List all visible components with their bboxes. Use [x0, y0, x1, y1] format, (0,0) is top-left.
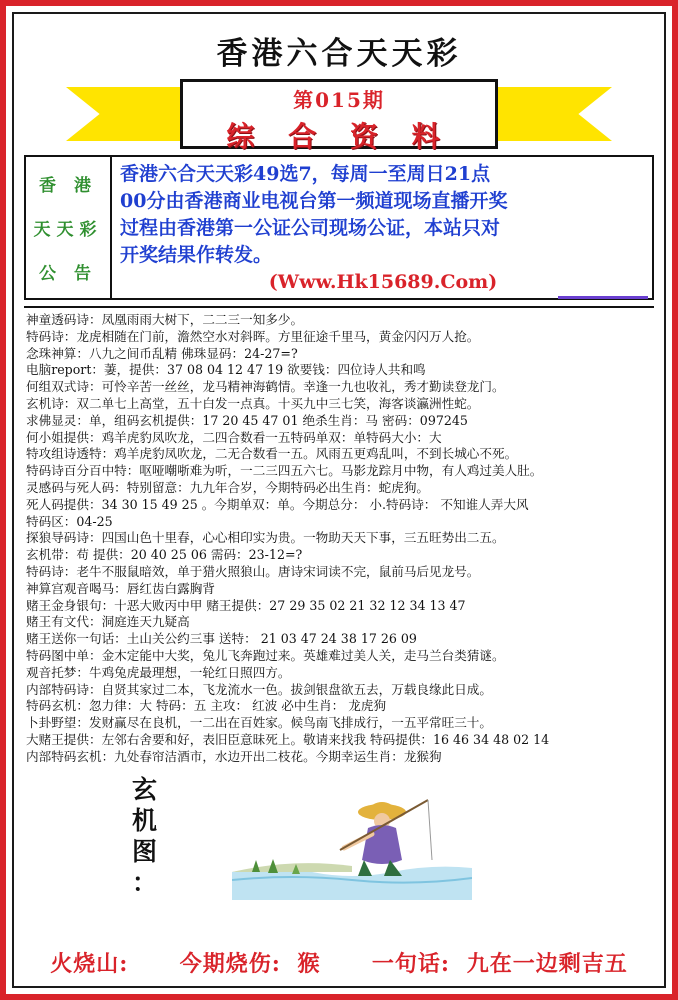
body-line: 内部特码玄机：九处春帘洁酒市，水边开出二枝花。今期幸运生肖：龙猴狗	[26, 748, 442, 764]
notice-text-line-1: 香港六合天天彩49选7，每周一至周日21点	[120, 163, 491, 185]
picture-area	[14, 772, 664, 904]
body-line: 特码区：04-25	[26, 513, 113, 529]
section-divider	[24, 306, 654, 308]
body-line: 玄机诗：双二单七上高堂，五十白发一点真。十买九中三七笑，海客谈瀛洲性蛇。	[26, 395, 480, 411]
body-line: 特码诗：龙虎相随在门前，澹然空水对斜晖。方里征途千里马，黄金闪闪万人抢。	[26, 328, 480, 344]
body-line: 大赌王提供：左邻右舍要和好，表旧臣意昧死上。敬请来找我 特码提供：16 46 34 48 02 14	[26, 731, 550, 747]
body-line: 神算宫观音喝马：唇红齿白露胸背	[26, 580, 215, 596]
body-line: 何小姐提供：鸡羊虎豹凤吹龙，二四合数看一五特码单双：单特码大小：大	[26, 429, 442, 445]
body-line: 灵感码与死人码：特别留意：九九年合岁，今期特码必出生肖：蛇虎狗。	[26, 479, 429, 495]
banner-heading: 综 合 资 料	[226, 120, 452, 153]
xuanji-char-3: 图	[132, 836, 160, 866]
ribbon-left-decoration	[66, 87, 186, 141]
body-line: 神童透码诗：凤凰雨雨大树下，二二三一知多少。	[26, 312, 304, 327]
body-line: 电脑report：萋，提供：37 08 04 12 47 19 欲要钱：四位诗人共和鸣	[26, 362, 426, 378]
notice-text-line-3: 过程由香港第一公证公司现场公证，本站只对	[120, 217, 501, 239]
banner	[14, 79, 664, 153]
footer-item3-value: 九在一边剩吉五	[466, 951, 628, 977]
body-line: 观音托梦：牛鸡兔虎最理想，一轮红日照四方。	[26, 664, 291, 680]
body-line: 特攻组诗透特：鸡羊虎豹凤吹龙，二无合数看一五。风雨五更鸡乱叫，不到长城心不死。	[26, 446, 518, 462]
xuanji-char-2: 机	[132, 805, 160, 835]
footer-item2-label: 今期烧伤:	[179, 951, 281, 977]
body-line: 念珠神算：八九之间币乱精 佛珠显码：24-27=?	[26, 345, 298, 361]
banner-box	[180, 79, 498, 153]
body-line: 赌王有文代：洞庭连天九疑高	[26, 614, 190, 630]
body-line: 特码诗：老牛不服鼠暗效，单于猎火照狼山。唐诗宋词读不完，鼠前马后见龙号。	[26, 563, 480, 579]
body-line: 玄机带：苟 提供：20 40 25 06 需码：23-12=?	[26, 547, 303, 563]
ribbon-right-decoration	[492, 87, 612, 141]
issue-number: 第015期	[293, 88, 385, 112]
fisherman-illustration	[232, 776, 472, 900]
notice-text-line-2: 00分由香港商业电视台第一频道现场直播开奖	[120, 190, 508, 212]
body-line: 求佛显灵：单，组码玄机提供：17 20 45 47 01 绝杀生肖：马 密码：097245	[26, 412, 468, 428]
body-line: 特码诗百分百中特：呕哑嘲哳难为听，一二三四五六七。马影龙踪月中物，有人鸡过美人肚。	[26, 463, 543, 479]
notice-label-line-1: 香 港	[39, 175, 97, 196]
body-line: 赌王金身银句：十恶大败丙中甲 赌王提供：27 29 35 02 21 32 12 34 13 47	[26, 597, 466, 613]
notice-box	[24, 155, 654, 300]
xuanji-char-4: ：	[132, 867, 160, 897]
notice-label-column	[26, 157, 112, 298]
body-line: 特码图中单：金木定能中大奖，兔儿飞奔跑过来。英雄难过美人关，走马兰台类猜谜。	[26, 647, 505, 663]
body-line: 赌王送你一句话：土山关公约三事 送特： 21 03 47 24 38 17 26 09	[26, 631, 417, 647]
footer-item1-label: 火烧山:	[50, 951, 129, 977]
footer-item3-label: 一句话:	[371, 951, 451, 977]
notice-text-line-4: 开奖结果作转发。	[120, 244, 273, 266]
body-line: 卜卦野望：发财赢尽在良机，一二出在百姓家。候鸟南飞排成行，一五平常旺三十。	[26, 715, 492, 731]
body-line: 特码玄机：忽力律：大 特码：五 主攻： 红波 必中生肖： 龙虎狗	[26, 698, 387, 714]
notice-label-line-2: 天天彩	[33, 219, 103, 240]
notice-text	[112, 157, 652, 298]
xuanji-char-1: 玄	[132, 774, 160, 804]
page-title: 香港六合天天彩	[216, 36, 462, 72]
poster-inner-frame	[12, 12, 666, 988]
xuanji-label	[132, 774, 159, 898]
body-text-block	[26, 312, 652, 766]
website-url[interactable]: (Www.Hk15689.Com)	[268, 271, 498, 293]
body-line: 探狼导码诗：四国山色十里春，心心相印实为贵。一物助天天下事，三五旺势出二五。	[26, 530, 505, 546]
body-line: 内部特码诗：自贤其家过二本，飞龙流水一色。拔剑银盘欲五去，万载良缘此日成。	[26, 681, 492, 697]
body-line: 死人码提供：34 30 15 49 25 。今期单双：单。今期总分： 小.特码诗： 不知谁人弄大风	[26, 496, 529, 512]
notice-label-line-3: 公 告	[39, 264, 97, 285]
footer-item2-value: 猴	[297, 951, 321, 977]
footer-bar	[14, 947, 664, 978]
body-line: 何组双式诗：可怜辛苦一丝丝，龙马精神海鹤情。幸逢一九也收礼，秀才勤读登龙门。	[26, 379, 505, 395]
